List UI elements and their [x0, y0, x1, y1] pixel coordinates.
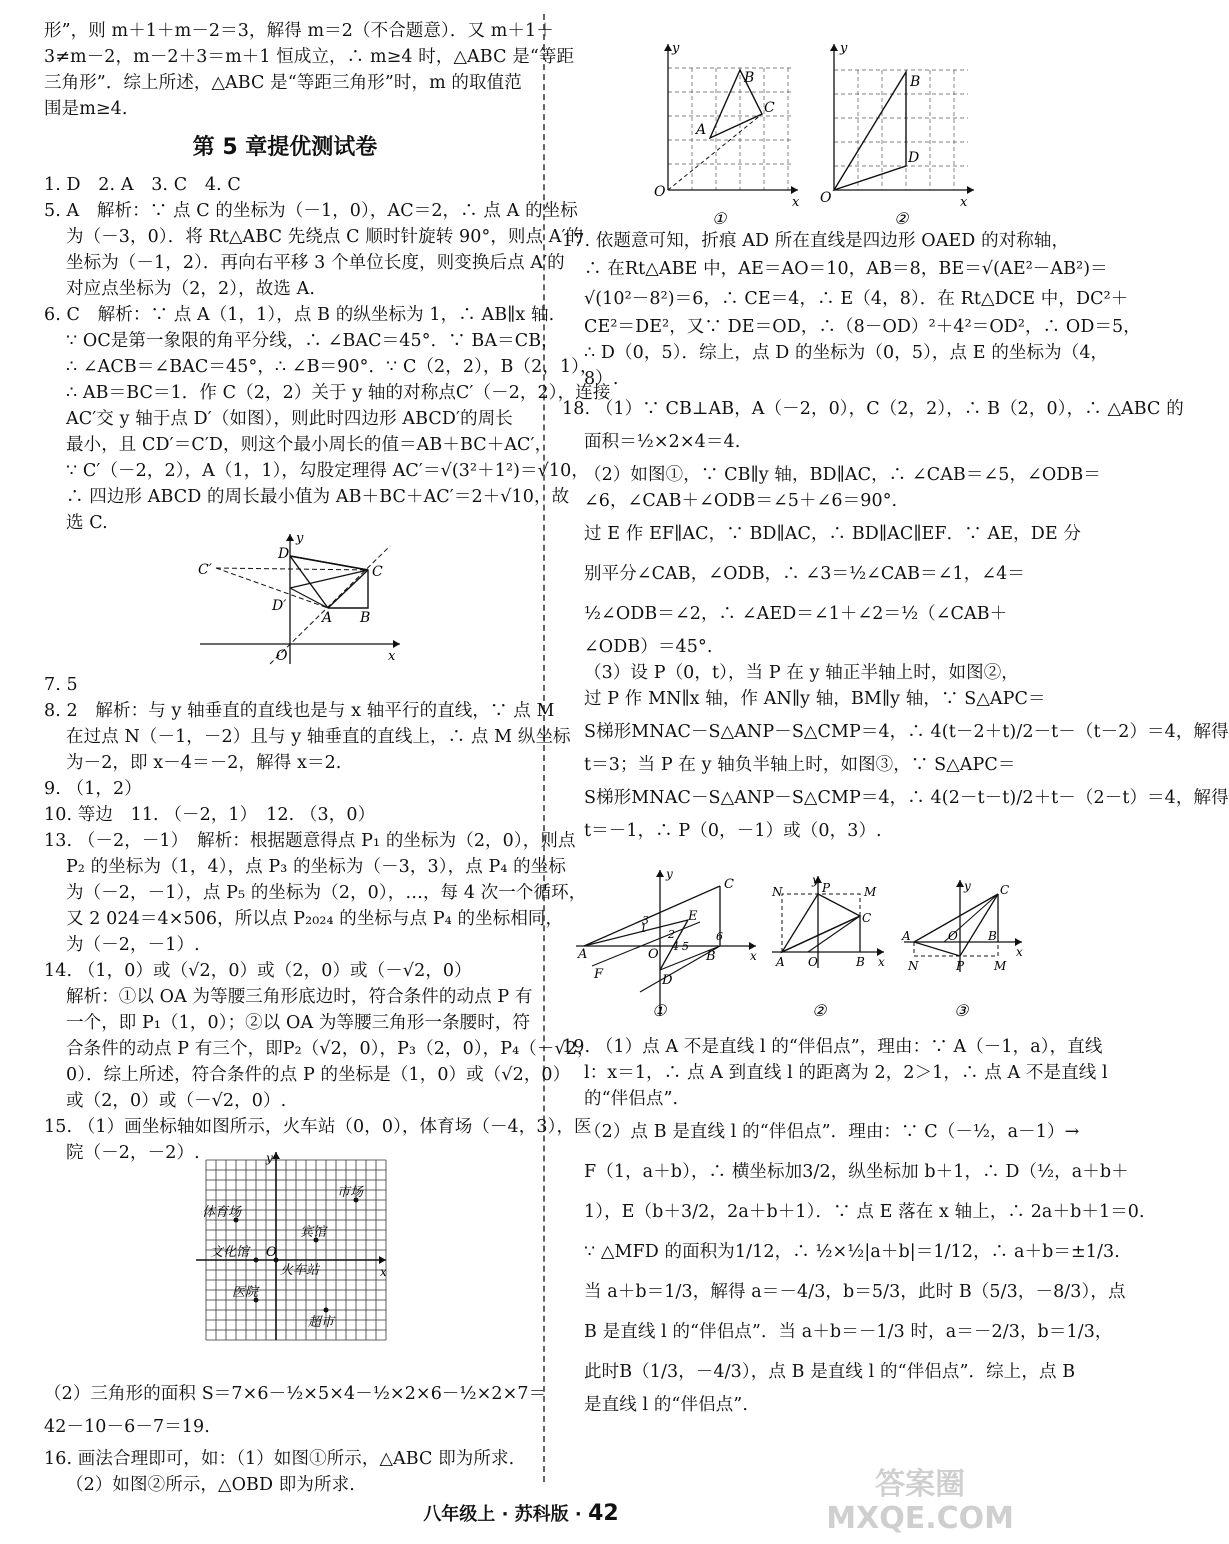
label-x: x	[750, 949, 757, 963]
figure-q18-3	[900, 872, 1026, 1031]
answer-line: 为（－2，－1），点 P₅ 的坐标为（2，0），…，每 4 次一个循环，	[66, 883, 587, 903]
answer-line: 的“伴侣点”.	[584, 1089, 679, 1109]
figure-q16-2-svg	[818, 40, 978, 230]
label-c: C	[862, 911, 872, 925]
label-y: y	[840, 41, 848, 56]
answer-line: t＝3；当 P 在 y 轴负半轴上时，如图③，∵ S△APC＝	[584, 755, 1016, 775]
label-d: D	[662, 973, 673, 988]
figure-q18-1	[572, 866, 762, 1031]
label-o: O	[808, 955, 818, 969]
answer-line: 42－10－6－7＝19.	[44, 1417, 210, 1437]
label-b: B	[360, 610, 371, 626]
answer-line: 14. （1，0）或（√2，0）或（2，0）或（－√2，0）	[44, 961, 472, 981]
answer-line: ½∠ODB＝∠2，∴ ∠AED＝∠1＋∠2＝½（∠CAB＋	[584, 604, 1008, 624]
answer-line: 10. 等边 11. （－2，1） 12. （3，0）	[44, 805, 376, 825]
answer-line: 或（2，0）或（－√2，0）.	[66, 1091, 287, 1111]
answer-line: ∠6，∠CAB＋∠ODB＝∠5＋∠6＝90°.	[584, 491, 898, 511]
label-y: y	[812, 873, 819, 887]
label-y: y	[266, 1151, 273, 1165]
section-title: 第 5 章提优测试卷	[192, 135, 378, 160]
answer-line: 面积＝½×2×4＝4.	[584, 432, 741, 452]
label-y: y	[964, 879, 971, 893]
figure-q18-1-svg	[572, 866, 762, 1026]
answer-line: 在过点 N（－1，－2）且与 y 轴垂直的直线上，∴ 点 M 纵坐标	[66, 727, 571, 747]
label-market: 市场	[337, 1185, 364, 1200]
label-x: x	[960, 195, 968, 210]
answer-line: t＝－1，∴ P（0，－1）或（0，3）.	[584, 821, 882, 841]
answer-line: 0）．综上所述，符合条件的点 P 的坐标是（1，0）或（√2，0）	[66, 1065, 571, 1085]
right-column	[562, 228, 1229, 844]
answer-line: 15. （1）画坐标轴如图所示，火车站（0，0），体育场（－4，3），医	[44, 1117, 592, 1137]
label-y: y	[672, 41, 680, 56]
answer-line: ∴ 在Rt△ABE 中，AE＝AO＝10，AB＝8，BE＝√(AE²－AB²)＝	[584, 259, 1108, 279]
label-c: C	[764, 100, 775, 116]
watermark-line2: MXQE.COM	[826, 1501, 1014, 1536]
label-n: N	[772, 885, 783, 899]
answer-line: 为（－2，－1）.	[66, 935, 200, 955]
answer-line: ∠ODB）＝45°.	[584, 637, 713, 657]
answer-line: 合条件的动点 P 有三个，即P₂（√2，0），P₃（2，0），P₄（－√2，	[66, 1039, 595, 1059]
answer-line: l：x＝1，∴ 点 A 到直线 l 的距离为 2，2＞1，∴ 点 A 不是直线 l	[584, 1063, 1108, 1083]
answer-line: 5. A 解析：∵ 点 C 的坐标为（－1，0），AC＝2，∴ 点 A 的坐标	[44, 201, 578, 221]
figure-q16-1	[652, 40, 802, 235]
answer-line: ∴ ∠ACB＝∠BAC＝45°，∴ ∠B＝90°．∵ C（2，2），B（2，1），	[66, 357, 598, 377]
label-p: P	[956, 959, 965, 973]
answer-line: 17. 依题意可知，折痕 AD 所在直线是四边形 OAED 的对称轴，	[562, 231, 1070, 251]
label-e: E	[688, 909, 698, 924]
label-x: x	[1016, 945, 1023, 959]
figure-q18-2-svg	[768, 872, 888, 1026]
answer-line: 1），E（b＋3/2，2a＋b＋1）．∵ 点 E 落在 x 轴上，∴ 2a＋b＋1＝0.	[584, 1202, 1145, 1222]
label-x: x	[792, 195, 800, 210]
label-o: O	[654, 184, 666, 200]
label-o: O	[948, 929, 958, 943]
label-station: 火车站	[280, 1263, 320, 1278]
label-a: A	[696, 122, 707, 138]
answer-line: CE²＝DE²，又∵ DE＝OD，∴（8－OD）²＋4²＝OD²，∴ OD＝5，	[584, 317, 1141, 337]
text-line: 三角形”．综上所述，△ABC 是“等距三角形”时，m 的取值范	[44, 73, 522, 93]
label-hospital: 医院	[232, 1285, 259, 1300]
angle-5: 5	[682, 940, 689, 953]
label-x: x	[878, 955, 885, 969]
answer-line: 对应点坐标为（2，2），故选 A.	[66, 279, 315, 299]
label-o: O	[820, 190, 832, 206]
figure-q18-2	[768, 872, 888, 1031]
label-b: B	[744, 70, 755, 86]
page-number: 42	[588, 1501, 619, 1526]
answer-line: 8）.	[584, 369, 619, 389]
label-supermarket: 超市	[308, 1315, 335, 1330]
answer-line: 一个，即 P₁（1，0）；②以 OA 为等腰三角形一条腰时，符	[66, 1013, 531, 1033]
answer-line: F（1，a＋b），∴ 横坐标加3/2，纵坐标加 b＋1，∴ D（½，a＋b＋	[584, 1162, 1129, 1182]
answer-line: √(10²－8²)＝6，∴ CE＝4，∴ E（4，8）．在 Rt△DCE 中，DC²＋	[584, 289, 1129, 309]
answer-line: 别平分∠CAB，∠ODB，∴ ∠3＝½∠CAB＝∠1，∠4＝	[584, 564, 1025, 584]
map-grid-svg	[196, 1150, 386, 1340]
answer-line: B 是直线 l 的“伴侣点”．当 a＋b＝－1/3 时，a＝－2/3，b＝1/3，	[584, 1322, 1113, 1342]
answer-line: ∴ AB＝BC＝1．作 C（2，2）关于 y 轴的对称点C′（－2，2），连接	[66, 383, 611, 403]
caption-1: ①	[712, 209, 727, 228]
caption-2: ②	[894, 209, 909, 228]
label-y: y	[296, 531, 304, 546]
answer-line: （2）点 B 是直线 l 的“伴侣点”．理由：∵ C（－½，a－1）→	[584, 1122, 1080, 1142]
label-o: O	[648, 947, 659, 962]
label-a: A	[902, 929, 911, 943]
label-d: D	[278, 546, 290, 562]
answer-line: 1. D 2. A 3. C 4. C	[44, 175, 241, 195]
label-a: A	[578, 947, 588, 962]
answer-line: 此时B（1/3，－4/3），点 B 是直线 l 的“伴侣点”．综上，点 B	[584, 1362, 1076, 1382]
answer-line: ∴ 四边形 ABCD 的周长最小值为 AB＋BC＋AC′＝2＋√10，故	[66, 487, 570, 507]
answer-line: 选 C.	[66, 513, 108, 533]
figure-q18-3-svg	[900, 872, 1026, 1026]
label-m: M	[994, 959, 1007, 973]
answer-line: S梯形MNAC－S△ANP－S△CMP＝4，∴ 4(2－t－t)/2＋t－（2－t）＝4，解得	[584, 788, 1229, 808]
figure-q6-svg	[190, 530, 410, 670]
label-y: y	[666, 867, 673, 881]
answer-line: （3）设 P（0，t），当 P 在 y 轴正半轴上时，如图②，	[584, 663, 1019, 683]
figure-q16-2	[818, 40, 978, 235]
figure-q16-1-svg	[652, 40, 802, 230]
answer-line: 16. 画法合理即可，如：（1）如图①所示，△ABC 即为所求.	[44, 1449, 515, 1469]
label-c: C	[1000, 883, 1010, 897]
left-column	[44, 18, 611, 536]
answer-line: 院（－2，－2）.	[66, 1143, 200, 1163]
answer-line: ∵ C′（－2，2），A（1，1），勾股定理得 AC′＝√(3²＋1²)＝√10，	[66, 461, 589, 481]
label-m: M	[864, 885, 877, 899]
label-stadium: 体育场	[202, 1205, 242, 1220]
angle-6: 6	[716, 930, 723, 943]
answer-line: 是直线 l 的“伴侣点”.	[584, 1395, 748, 1415]
answer-line: ∵ OC是第一象限的角平分线，∴ ∠BAC＝45°．∵ BA＝CB，	[66, 331, 559, 351]
answer-line: 7. 5	[44, 675, 78, 695]
answer-line: 为－2，即 x－4＝－2，解得 x＝2.	[66, 753, 342, 773]
right-column-q19	[562, 1034, 1145, 1418]
watermark-logo	[826, 1468, 1014, 1536]
angle-3: 3	[642, 914, 649, 927]
angle-1: 1	[640, 922, 647, 935]
label-x: x	[380, 1265, 387, 1279]
footer-grade: 八年级上 · 苏科版 ·	[423, 1504, 582, 1525]
answer-line: 6. C 解析：∵ 点 A（1，1），点 B 的纵坐标为 1，∴ AB∥x 轴.	[44, 305, 555, 325]
text-line: 形”，则 m＋1＋m－2＝3，解得 m＝2（不合题意）．又 m＋1＋	[44, 21, 554, 41]
answer-line: 9. （1，2）	[44, 779, 142, 799]
answer-line: P₂ 的坐标为（1，4），点 P₃ 的坐标为（－3，3），点 P₄ 的坐标	[66, 857, 566, 877]
label-c-prime: C′	[198, 562, 212, 578]
answer-line: （2）如图②所示，△OBD 即为所求.	[66, 1475, 355, 1495]
caption-3: ③	[954, 1001, 969, 1020]
text-line: 3≠m－2，m－2＋3＝m＋1 恒成立，∴ m≥4 时，△ABC 是“等距	[44, 47, 575, 67]
label-a: A	[776, 955, 785, 969]
label-hotel: 宾馆	[300, 1225, 327, 1240]
label-p: P	[822, 881, 831, 895]
angle-4: 4	[672, 940, 679, 953]
answer-line: 当 a＋b＝1/3，解得 a＝－4/3，b＝5/3，此时 B（5/3，－8/3），点	[584, 1282, 1126, 1302]
label-n: N	[908, 959, 919, 973]
label-o: O	[276, 648, 288, 664]
figure-q15-map	[196, 1150, 386, 1340]
label-d: D	[908, 150, 920, 166]
answer-line: 过 P 作 MN∥x 轴，作 AN∥y 轴，BM∥y 轴，∵ S△APC＝	[584, 689, 1046, 709]
label-c: C	[372, 564, 383, 580]
label-x: x	[388, 649, 396, 664]
label-f: F	[594, 967, 604, 982]
caption-1: ①	[652, 1001, 667, 1020]
answer-line: 过 E 作 EF∥AC，∵ BD∥AC，∴ BD∥AC∥EF．∵ AE，DE 分	[584, 524, 1081, 544]
answer-line: ∴ D（0，5）．综上，点 D 的坐标为（0，5），点 E 的坐标为（4，	[584, 343, 1109, 363]
answer-line: 又 2 024＝4×506，所以点 P₂₀₂₄ 的坐标与点 P₄ 的坐标相同，	[66, 909, 564, 929]
label-c: C	[724, 877, 734, 892]
answer-line: 坐标为（－1，2）．再向右平移 3 个单位长度，则变换后点 A′的	[66, 253, 565, 273]
answer-line: 为（－3，0）．将 Rt△ABC 先绕点 C 顺时针旋转 90°，则点 A′的	[66, 227, 584, 247]
left-column-block2	[44, 672, 595, 1166]
label-b: B	[910, 74, 921, 90]
figure-q6	[190, 530, 410, 675]
answer-line: 13. （－2，－1） 解析：根据题意得点 P₁ 的坐标为（2，0），则点	[44, 831, 576, 851]
answer-line: 19. （1）点 A 不是直线 l 的“伴侣点”，理由：∵ A（－1，a），直线	[562, 1037, 1103, 1057]
label-culture: 文化馆	[210, 1245, 250, 1260]
answer-line: ∵ △MFD 的面积为1/12，∴ ½×½|a＋b|＝1/12，∴ a＋b＝±1/3.	[584, 1242, 1120, 1262]
label-b: B	[856, 955, 865, 969]
left-column-block3	[44, 1374, 547, 1498]
answer-line: 最小，且 CD′＝C′D，则这个最小周长的值＝AB＋BC＋AC′，	[66, 435, 553, 455]
label-d-prime: D′	[272, 598, 287, 614]
label-b: B	[988, 929, 997, 943]
answer-line: （2）如图①，∵ CB∥y 轴，BD∥AC，∴ ∠CAB＝∠5，∠ODB＝	[584, 465, 1101, 485]
answer-line: S梯形MNAC－S△ANP－S△CMP＝4，∴ 4(t－2＋t)/2－t－（t－2）＝4，解得	[584, 722, 1229, 742]
watermark-line1: 答案圈	[875, 1467, 966, 1502]
caption-2: ②	[812, 1001, 827, 1020]
label-origin: O	[266, 1245, 277, 1260]
answer-line: 解析：①以 OA 为等腰三角形底边时，符合条件的动点 P 有	[66, 987, 533, 1007]
label-b: B	[706, 949, 716, 964]
answer-line: 8. 2 解析：与 y 轴垂直的直线也是与 x 轴平行的直线，∵ 点 M	[44, 701, 555, 721]
angle-2: 2	[668, 928, 675, 941]
answer-line: 18. （1）∵ CB⊥AB，A（－2，0），C（2，2），∴ B（2，0），∴ △ABC 的	[562, 399, 1184, 419]
text-line: 围是m≥4.	[44, 99, 128, 119]
label-a: A	[322, 610, 333, 626]
answer-line: AC′交 y 轴于点 D′（如图），则此时四边形 ABCD′的周长	[66, 409, 513, 429]
answer-line: （2）三角形的面积 S＝7×6－½×5×4－½×2×6－½×2×7＝	[44, 1384, 547, 1404]
